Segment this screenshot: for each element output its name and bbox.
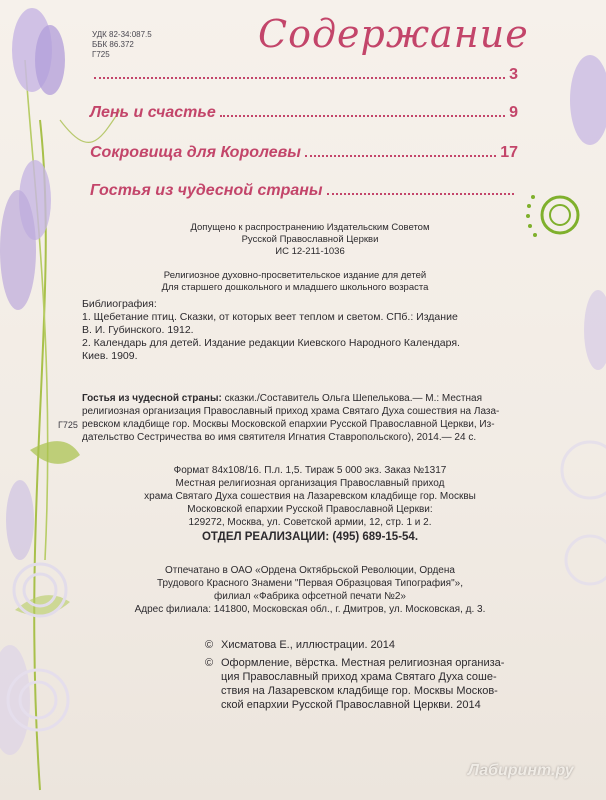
toc-leader bbox=[305, 155, 496, 157]
bibliography-line: В. И. Губинского. 1912. bbox=[82, 324, 194, 336]
bibliography-block bbox=[82, 298, 542, 363]
toc-leader bbox=[94, 77, 505, 79]
bibliography-heading: Библиография: bbox=[82, 298, 157, 310]
imprint-line: 129272, Москва, ул. Советской армии, 12, стр. 1 и 2. bbox=[188, 517, 432, 528]
book-code: Г725 bbox=[92, 50, 110, 59]
copyright-line: ствия на Лазаревском кладбище гор. Москвы Москов- bbox=[221, 685, 498, 697]
imprint-block bbox=[120, 464, 500, 544]
toc-page-number: 17 bbox=[500, 144, 518, 161]
imprint-line: Местная религиозная организация Православный приход bbox=[175, 478, 445, 489]
toc-leader bbox=[220, 115, 505, 117]
toc-row-intro bbox=[90, 60, 518, 84]
toc-label: Лень и счастье bbox=[90, 104, 216, 121]
approval-line: ИС 12-211-1036 bbox=[275, 246, 345, 257]
imprint-line: храма Святаго Духа сошествия на Лазаревском кладбище гор. Москвы bbox=[144, 491, 476, 502]
toc-page-number: 9 bbox=[509, 104, 518, 121]
udk-code: УДК 82-34:087.5 bbox=[92, 30, 152, 39]
catalog-line: религиозная организация Православный приход храма Святаго Духа сошествия на Лаза- bbox=[82, 406, 500, 417]
imprint-line: Московской епархии Русской Православной Церкви: bbox=[187, 504, 433, 515]
printing-block bbox=[100, 564, 520, 616]
toc-page-number: 3 bbox=[509, 66, 518, 83]
bibliography-line: 1. Щебетание птиц. Сказки, от которых веет теплом и светом. СПб.: Издание bbox=[82, 311, 458, 323]
copyright-symbol: © bbox=[205, 639, 214, 651]
catalog-line: ревском кладбище гор. Москвы Московской епархии Русской Православной Церкви, Из- bbox=[82, 419, 495, 430]
toc-label: Гостья из чудесной страны bbox=[90, 182, 323, 199]
printing-line: Трудового Красного Знамени "Первая Образцовая Типография"», bbox=[156, 578, 463, 589]
watermark-logo: Лабиринт.ру bbox=[468, 762, 574, 779]
approval-block bbox=[150, 222, 470, 258]
toc-row-sokrovishcha bbox=[90, 138, 518, 162]
sales-department: ОТДЕЛ РЕАЛИЗАЦИИ: (495) 689-15-54. bbox=[201, 531, 419, 543]
copyright-line: Оформление, вёрстка. Местная религиозная организа- bbox=[221, 657, 505, 669]
catalog-line: сказки./Составитель Ольга Шепелькова.— М.: Местная bbox=[221, 393, 483, 404]
catalog-line: дательство Сестричества во имя святителя Игнатия Ставропольского), 2014.— 24 с. bbox=[82, 432, 477, 443]
printing-line: Отпечатано в ОАО «Ордена Октябрьской Революции, Ордена bbox=[165, 565, 455, 576]
edition-block bbox=[130, 270, 460, 294]
bibliography-line: Киев. 1909. bbox=[82, 350, 138, 362]
toc-row-gostya bbox=[90, 176, 518, 200]
classification-codes bbox=[92, 30, 152, 60]
toc-leader bbox=[327, 193, 514, 195]
catalog-title: Гостья из чудесной страны: bbox=[82, 393, 222, 404]
copyright-line: Хисматова Е., иллюстрации. 2014 bbox=[221, 639, 396, 651]
toc-label: Сокровища для Королевы bbox=[90, 144, 301, 161]
approval-line: Русской Православной Церкви bbox=[241, 234, 379, 245]
page-title: Содержание bbox=[258, 12, 529, 56]
copyright-symbol: © bbox=[205, 657, 214, 669]
printing-line: филиал «Фабрика офсетной печати №2» bbox=[214, 591, 406, 602]
imprint-line: Формат 84х108/16. П.л. 1,5. Тираж 5 000 экз. Заказ №1317 bbox=[173, 465, 447, 476]
edition-line: Для старшего дошкольного и младшего школьного возраста bbox=[161, 282, 429, 293]
approval-line: Допущено к распространению Издательским Советом bbox=[190, 222, 430, 233]
copyright-line: ция Православный приход храма Святаго Духа соше- bbox=[221, 671, 497, 683]
bibliography-line: 2. Календарь для детей. Издание редакции Киевского Народного Календаря. bbox=[82, 337, 460, 349]
catalog-entry bbox=[82, 392, 542, 444]
bbk-code: ББК 86.372 bbox=[92, 40, 134, 49]
copyright-line: ской епархии Русской Православной Церкви. 2014 bbox=[221, 699, 481, 711]
edition-line: Религиозное духовно-просветительское издание для детей bbox=[163, 270, 427, 281]
catalog-code: Г725 bbox=[58, 420, 78, 430]
copyright-illustrations bbox=[205, 638, 395, 652]
copyright-layout bbox=[205, 656, 504, 712]
printing-line: Адрес филиала: 141800, Московская обл., г. Дмитров, ул. Московская, д. 3. bbox=[134, 604, 486, 615]
toc-row-len-i-schastye bbox=[90, 98, 518, 122]
